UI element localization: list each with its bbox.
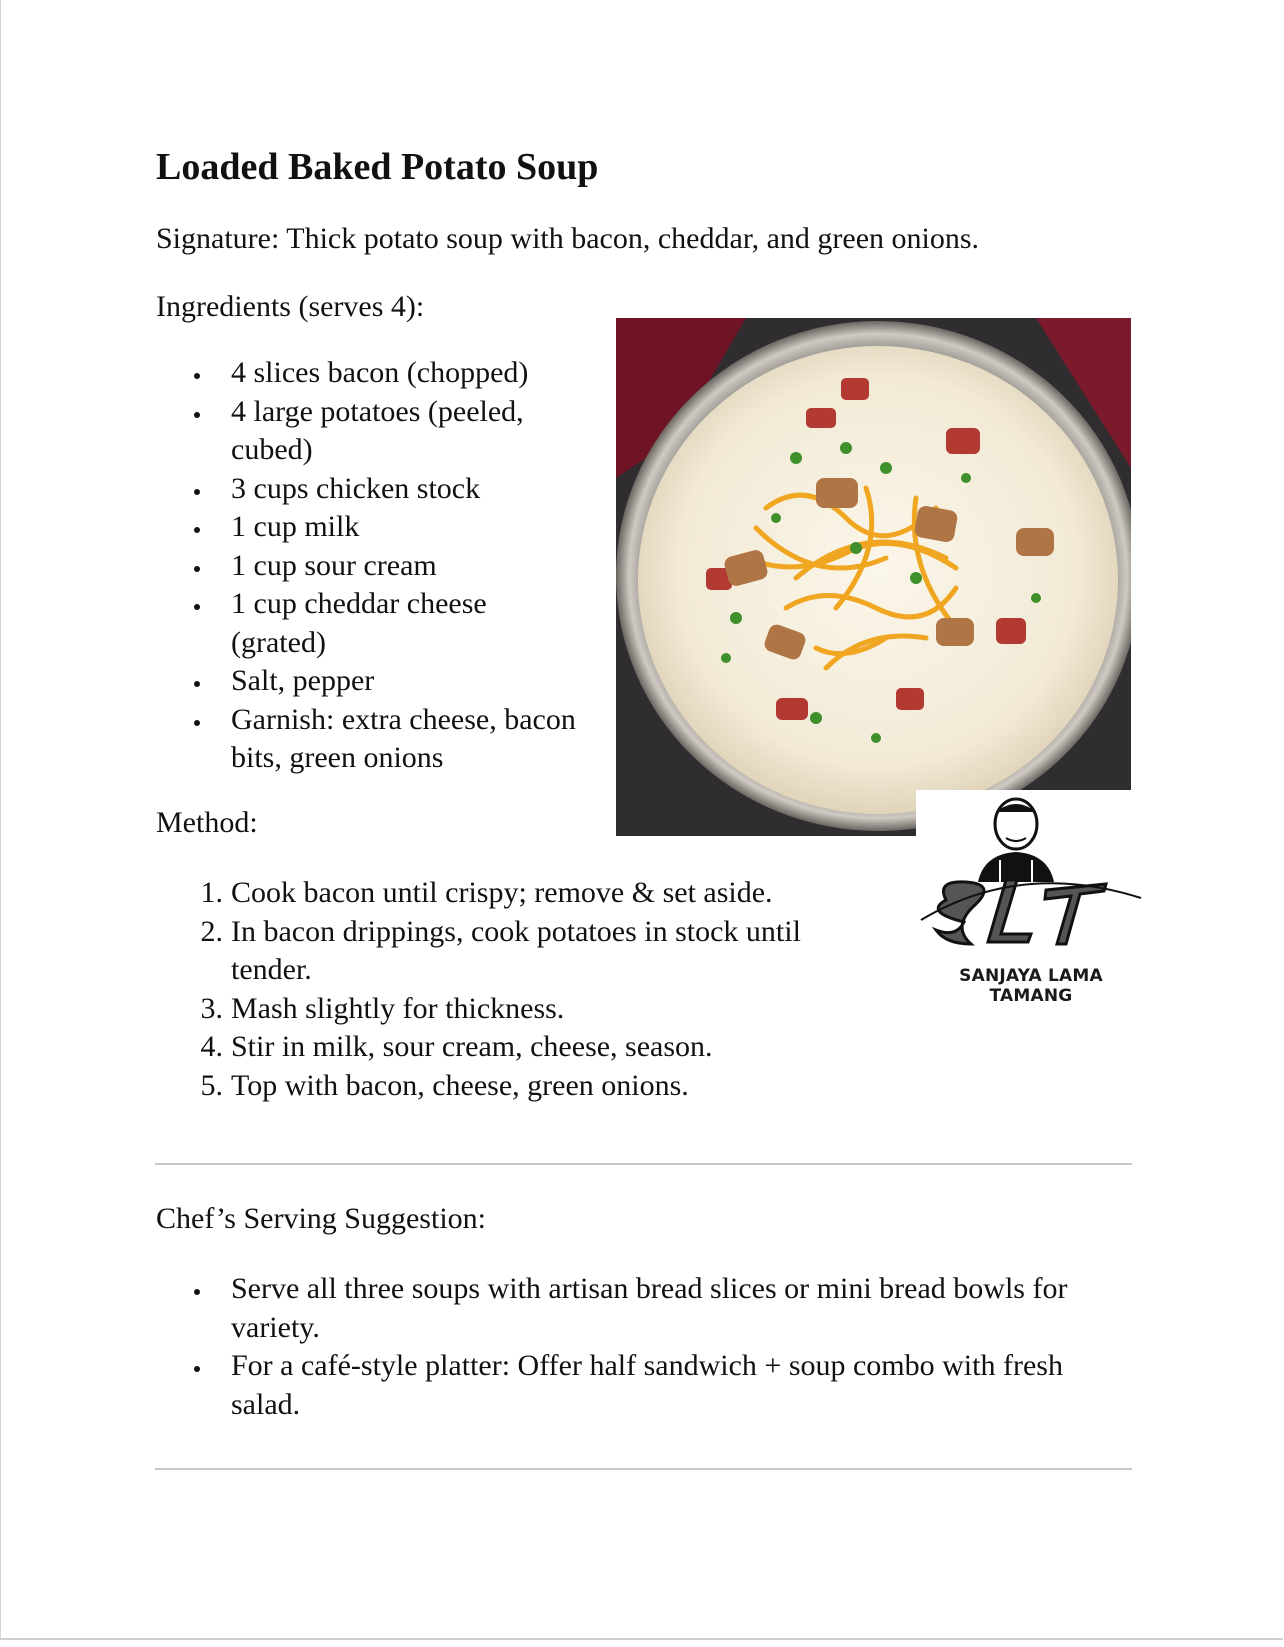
list-item: 4 slices bacon (chopped) (156, 354, 586, 393)
list-item (156, 1067, 876, 1106)
list-item: 1 cup cheddar cheese (grated) (156, 585, 586, 662)
divider (155, 1163, 1132, 1165)
logo-name: SANJAYA LAMA TAMANG (959, 966, 1103, 1006)
step-number: 1. (200, 876, 223, 909)
step-number: 4. (200, 1030, 223, 1063)
serving-heading: Chef’s Serving Suggestion: (156, 1202, 486, 1235)
list-item: Salt, pepper (156, 662, 586, 701)
method-list (156, 874, 876, 1105)
step-number: 5. (200, 1068, 223, 1102)
step-text: Cook bacon until crispy; remove & set aside. (231, 876, 773, 909)
method-heading: Method: (156, 806, 258, 839)
soup-photo (616, 318, 1131, 836)
list-item: 3 cups chicken stock (156, 470, 586, 509)
step-text: In bacon drippings, cook potatoes in stock until tender. (231, 914, 801, 986)
list-item (156, 874, 876, 913)
list-item: Serve all three soups with artisan bread slices or mini bread bowls for variety. (156, 1270, 1131, 1347)
step-text: Top with bacon, cheese, green onions. (231, 1068, 689, 1102)
list-item (156, 1028, 876, 1067)
list-item: Garnish: extra cheese, bacon bits, green onions (156, 701, 586, 778)
list-item: 1 cup sour cream (156, 547, 586, 586)
ingredients-heading: Ingredients (serves 4): (156, 290, 425, 323)
recipe-title: Loaded Baked Potato Soup (156, 146, 599, 188)
list-item: 4 large potatoes (peeled, cubed) (156, 393, 586, 470)
list-item: For a café-style platter: Offer half sandwich + soup combo with fresh salad. (156, 1347, 1131, 1424)
step-text: Mash slightly for thickness. (231, 991, 565, 1025)
divider (155, 1468, 1132, 1470)
list-item (156, 990, 876, 1029)
list-item: 1 cup milk (156, 508, 586, 547)
step-text: Stir in milk, sour cream, cheese, season. (231, 1030, 713, 1063)
step-number: 2. (200, 914, 223, 948)
serving-list (156, 1270, 1131, 1424)
list-item (156, 913, 876, 990)
ingredients-list (156, 354, 586, 778)
step-number: 3. (200, 991, 223, 1025)
chef-logo (916, 790, 1146, 1006)
recipe-signature: Signature: Thick potato soup with bacon, cheddar, and green onions. (156, 222, 980, 255)
